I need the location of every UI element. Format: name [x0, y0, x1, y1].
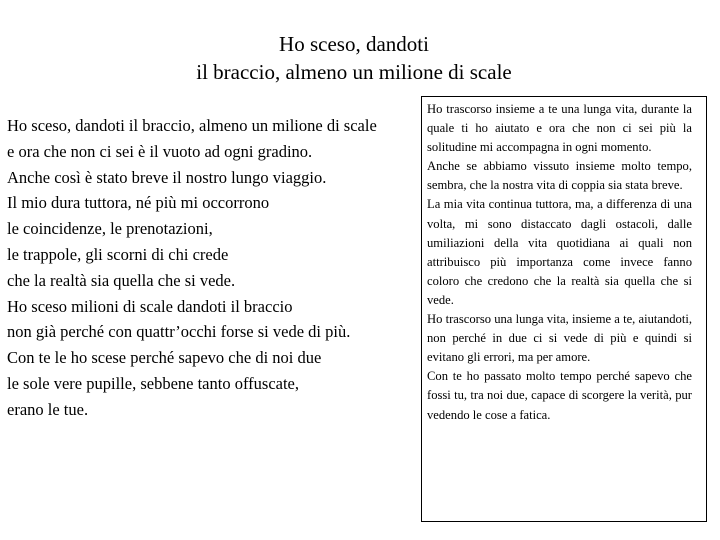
- poem-line: Ho sceso milioni di scale dandoti il braccio: [7, 296, 293, 316]
- commentary-paragraph: Anche se abbiamo vissuto insieme molto tempo, sembra, che la nostra vita di coppia sia stata breve.: [427, 159, 692, 193]
- poem-line: non già perché con quattr’occhi forse si vede di più.: [7, 322, 351, 342]
- poem-line: che la realtà sia quella che si vede.: [7, 270, 236, 290]
- poem-line: le coincidenze, le prenotazioni,: [7, 219, 213, 239]
- title-line-1: Ho sceso, dandoti: [279, 32, 429, 56]
- poem-line: Anche così è stato breve il nostro lungo viaggio.: [7, 167, 327, 187]
- poem-line: le sole vere pupille, sebbene tanto offuscate,: [7, 373, 300, 393]
- commentary-paragraph: La mia vita continua tuttora, ma, a differenza di una volta, mi sono distaccato dagli ostacoli, dalle umiliazioni della vita quotidiana ai quali non attribuisco più importanza come invece fanno coloro che credono che la realtà sia quella che si vede.: [427, 197, 692, 307]
- commentary-box: [421, 96, 707, 522]
- poem-line: le trappole, gli scorni di chi crede: [7, 244, 229, 264]
- poem-line: Ho sceso, dandoti il braccio, almeno un milione di scale: [7, 116, 377, 135]
- poem-line: Il mio dura tuttora, né più mi occorrono: [7, 193, 270, 213]
- commentary-paragraph: Ho trascorso una lunga vita, insieme a te, aiutandoti, non perché in due ci si vede di più e quindi si evitano gli errori, ma per amore.: [427, 312, 692, 365]
- commentary-paragraph: Con te ho passato molto tempo perché sapevo che fossi tu, tra noi due, capace di scorgere la verità, pur vedendo le cose a fatica.: [427, 369, 692, 422]
- poem-line: Con te le ho scese perché sapevo che di noi due: [7, 348, 322, 368]
- slide-title: [0, 30, 708, 86]
- title-line-2: il braccio, almeno un milione di scale: [196, 60, 512, 84]
- poem-line: e ora che non ci sei è il vuoto ad ogni gradino.: [7, 141, 313, 161]
- commentary-paragraph: Ho trascorso insieme a te una lunga vita, durante la quale ti ho aiutato e ora che non ci sei più la solitudine mi accompagna in ogni momento.: [427, 102, 692, 155]
- poem-text: [7, 113, 417, 423]
- poem-line: erano le tue.: [7, 399, 89, 419]
